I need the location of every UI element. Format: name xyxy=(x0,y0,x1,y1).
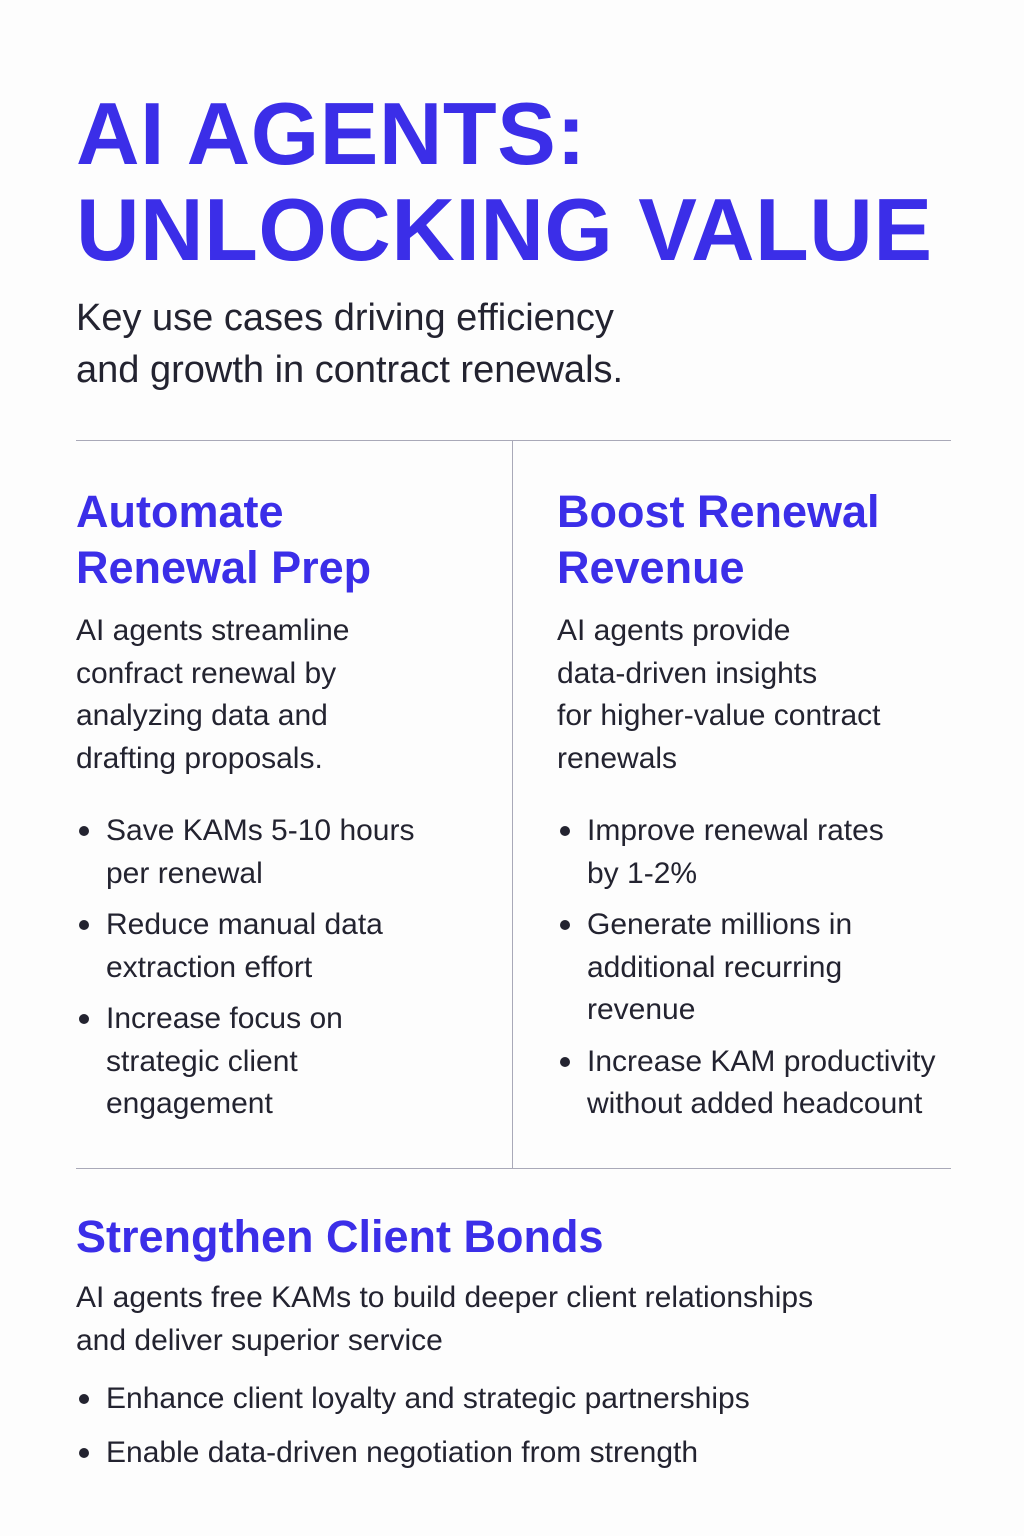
bullet-item xyxy=(76,904,414,989)
description-line: data-driven insights xyxy=(557,656,818,690)
heading-line: Strengthen Client Bonds xyxy=(76,1211,604,1262)
bullet-text-line: Enable data-driven negotiation from strength xyxy=(106,1435,699,1469)
page-title xyxy=(76,86,976,278)
section-heading xyxy=(76,484,371,596)
bullet-dot-icon xyxy=(79,826,89,836)
title-line: UNLOCKING VALUE xyxy=(76,180,933,279)
column-divider xyxy=(512,441,513,1168)
bottom-divider xyxy=(76,1168,951,1169)
section-heading xyxy=(76,1209,604,1265)
heading-line: Revenue xyxy=(557,542,745,593)
bullet-text-line: per renewal xyxy=(106,856,263,890)
description-line: drafting proposals. xyxy=(76,741,323,775)
bullet-item xyxy=(76,998,414,1126)
bullet-text-line: extraction effort xyxy=(106,950,313,984)
bullet-list xyxy=(557,810,935,1135)
section-description xyxy=(76,1277,813,1362)
description-line: for higher-value contract xyxy=(557,699,881,732)
bullet-text-line: additional recurring xyxy=(587,950,843,984)
description-line: confract renewal by xyxy=(76,656,337,690)
bullet-item xyxy=(557,810,935,895)
bullet-text-line: engagement xyxy=(106,1087,273,1120)
bullet-text-line: Increase KAM productivity xyxy=(587,1044,936,1078)
bullet-text-line: Generate millions in xyxy=(587,908,853,941)
bullet-text-line: strategic client xyxy=(106,1044,298,1078)
page-subtitle xyxy=(76,292,776,396)
bullet-list xyxy=(76,1378,750,1483)
bullet-dot-icon xyxy=(560,826,570,836)
bullet-item xyxy=(557,904,935,1032)
section-description xyxy=(557,610,881,780)
bullet-text-line: Enhance client loyalty and strategic partnerships xyxy=(106,1382,750,1415)
description-line: and deliver superior service xyxy=(76,1323,443,1357)
description-line: renewals xyxy=(557,741,678,775)
bullet-text-line: Increase focus on xyxy=(106,1002,343,1035)
bullet-text-line: Save KAMs 5-10 hours xyxy=(106,814,415,847)
bullet-list xyxy=(76,810,414,1135)
description-line: AI agents free KAMs to build deeper client relationships xyxy=(76,1281,814,1314)
section-description xyxy=(76,610,349,780)
bullet-text-line: Improve renewal rates xyxy=(587,814,884,847)
bullet-dot-icon xyxy=(79,1014,89,1024)
bullet-text-line: Reduce manual data xyxy=(106,908,383,941)
bullet-dot-icon xyxy=(560,920,570,930)
bullet-item xyxy=(76,1432,750,1475)
heading-line: Automate xyxy=(76,486,284,537)
bullet-text-line: by 1-2% xyxy=(587,856,698,890)
description-line: AI agents streamline xyxy=(76,614,350,647)
bullet-dot-icon xyxy=(560,1057,570,1067)
heading-line: Boost Renewal xyxy=(557,486,880,537)
bullet-dot-icon xyxy=(79,1448,89,1458)
heading-line: Renewal Prep xyxy=(76,542,372,593)
bullet-item xyxy=(76,1378,750,1421)
bullet-item xyxy=(76,810,414,895)
title-line: AI AGENTS: xyxy=(76,84,587,183)
bullet-dot-icon xyxy=(79,920,89,930)
bullet-text-line: revenue xyxy=(587,993,696,1026)
section-heading xyxy=(557,484,880,596)
description-line: analyzing data and xyxy=(76,699,328,732)
description-line: AI agents provide xyxy=(557,614,791,647)
top-divider xyxy=(76,440,951,441)
bullet-dot-icon xyxy=(79,1394,89,1404)
subtitle-line: Key use cases driving efficiency xyxy=(76,297,614,339)
subtitle-line: and growth in contract renewals. xyxy=(76,349,624,391)
bullet-text-line: without added headcount xyxy=(587,1087,923,1120)
bullet-item xyxy=(557,1041,935,1126)
